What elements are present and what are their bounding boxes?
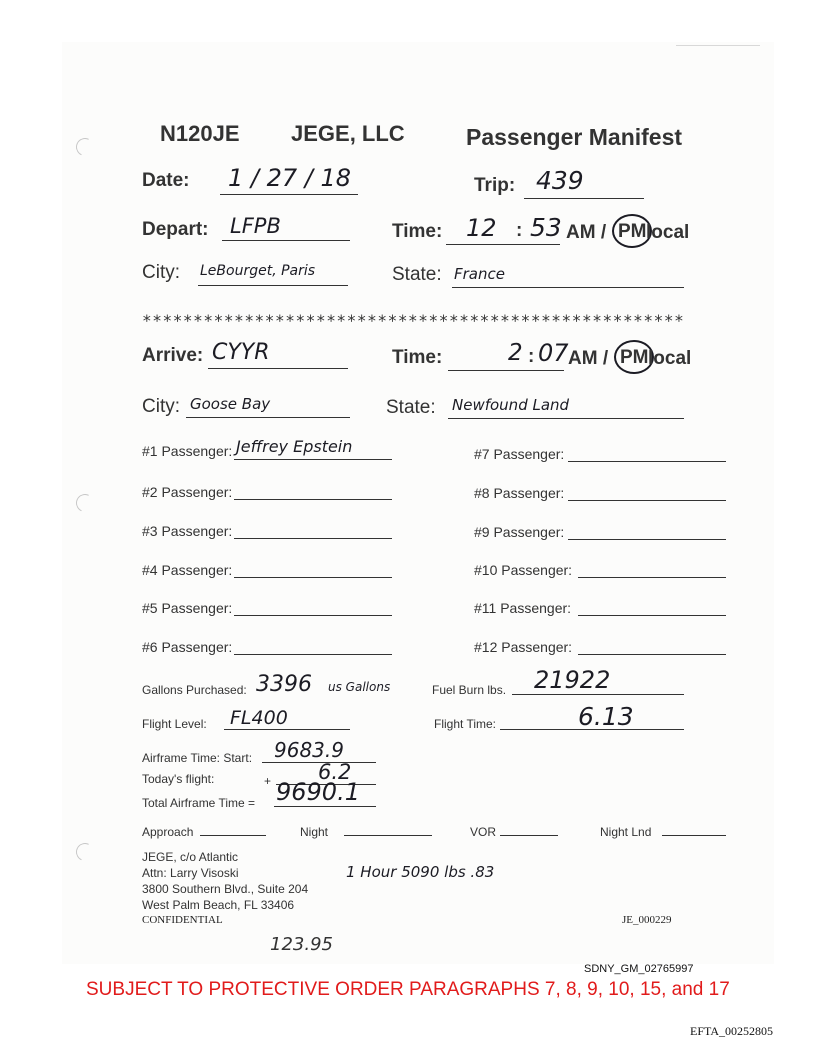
address-line-1: JEGE, c/o Atlantic — [142, 850, 239, 864]
scan-artifact-line — [676, 45, 760, 46]
total-airframe-value: 9690.1 — [276, 778, 360, 806]
arrive-value: CYYR — [212, 340, 270, 365]
vor-label: VOR — [470, 825, 497, 839]
depart-am-label: AM / — [566, 222, 607, 243]
todays-flight-value: 6.2 — [318, 760, 352, 784]
flight-level-label: Flight Level: — [142, 717, 207, 731]
depart-pm-label: PM — [618, 221, 647, 242]
passenger-3-label: #3 Passenger: — [142, 523, 233, 539]
passenger-5-label: #5 Passenger: — [142, 600, 233, 616]
night-landing-label: Night Lnd — [600, 825, 652, 839]
depart-city-value: LeBourget, Paris — [200, 263, 316, 279]
section-separator: ***************************************************** — [142, 311, 685, 330]
arrive-city-label: City: — [142, 396, 180, 417]
passenger-1-label: #1 Passenger: — [142, 443, 233, 459]
depart-state-value: France — [454, 265, 505, 283]
arrive-time-minute: 07 — [538, 339, 569, 367]
total-airframe-label: Total Airframe Time = — [142, 796, 256, 810]
fuel-burn-label: Fuel Burn lbs. — [432, 683, 507, 697]
company-name: JEGE, LLC — [291, 121, 405, 146]
confidential-stamp: CONFIDENTIAL — [142, 914, 223, 926]
depart-state-label: State: — [392, 264, 442, 285]
flight-level-value: FL400 — [230, 707, 288, 729]
depart-time-minute: 53 — [530, 213, 562, 242]
flight-time-value: 6.13 — [578, 702, 634, 731]
date-value: 1 / 27 / 18 — [228, 164, 352, 192]
night-label: Night — [300, 825, 329, 839]
form-title: Passenger Manifest — [466, 124, 683, 150]
airframe-start-label: Airframe Time: Start: — [142, 751, 253, 765]
arrive-label: Arrive: — [142, 345, 204, 366]
depart-time-colon: : — [516, 220, 523, 241]
protective-order-notice: SUBJECT TO PROTECTIVE ORDER PARAGRAPHS 7, 8, 9, 10, 15, and 17 — [86, 979, 730, 1000]
depart-value: LFPB — [230, 214, 281, 238]
passenger-2-label: #2 Passenger: — [142, 484, 233, 500]
trip-label: Trip: — [474, 175, 516, 196]
arrive-local-label: local — [648, 348, 692, 369]
trip-value: 439 — [536, 166, 584, 195]
todays-flight-plus: + — [264, 774, 272, 788]
fuel-burn-value: 21922 — [534, 666, 611, 694]
handwritten-bottom-note: 123.95 — [270, 934, 333, 955]
airframe-start-value: 9683.9 — [274, 738, 344, 762]
address-line-2: Attn: Larry Visoski — [142, 866, 239, 880]
todays-flight-label: Today's flight: — [142, 772, 215, 786]
date-label: Date: — [142, 170, 190, 191]
arrive-time-colon: : — [528, 346, 535, 367]
passenger-11-label: #11 Passenger: — [474, 600, 572, 616]
address-line-4: West Palm Beach, FL 33406 — [142, 898, 295, 912]
gallons-purchased-label: Gallons Purchased: — [142, 683, 247, 697]
gallons-purchased-value: 3396 — [256, 672, 312, 697]
flight-time-label: Flight Time: — [434, 717, 497, 731]
passenger-12-label: #12 Passenger: — [474, 639, 573, 655]
approach-label: Approach — [142, 825, 194, 839]
address-line-3: 3800 Southern Blvd., Suite 204 — [142, 882, 309, 896]
handwritten-fuel-note: 1 Hour 5090 lbs .83 — [346, 863, 495, 881]
tail-number: N120JE — [160, 121, 240, 146]
arrive-time-hour: 2 — [508, 340, 523, 366]
passenger-4-label: #4 Passenger: — [142, 562, 233, 578]
depart-city-label: City: — [142, 262, 180, 283]
passenger-6-label: #6 Passenger: — [142, 639, 233, 655]
passenger-8-label: #8 Passenger: — [474, 485, 565, 501]
arrive-time-label: Time: — [392, 347, 443, 368]
gallons-unit: us Gallons — [328, 680, 391, 694]
sdny-bates-number: SDNY_GM_02765997 — [584, 963, 694, 975]
depart-time-label: Time: — [392, 221, 443, 242]
je-bates-number: JE_000229 — [622, 914, 672, 926]
depart-time-hour: 12 — [466, 214, 497, 242]
passenger-10-label: #10 Passenger: — [474, 562, 573, 578]
passenger-1-value: Jeffrey Epstein — [236, 437, 353, 456]
arrive-state-value: Newfound Land — [452, 396, 570, 414]
depart-local-label: local — [646, 222, 690, 243]
passenger-9-label: #9 Passenger: — [474, 524, 565, 540]
arrive-city-value: Goose Bay — [190, 395, 271, 413]
arrive-state-label: State: — [386, 397, 436, 418]
arrive-pm-label: PM — [620, 347, 649, 368]
arrive-am-label: AM / — [568, 348, 609, 369]
efta-bates-number: EFTA_00252805 — [690, 1024, 774, 1038]
passenger-7-label: #7 Passenger: — [474, 446, 565, 462]
depart-label: Depart: — [142, 219, 209, 240]
